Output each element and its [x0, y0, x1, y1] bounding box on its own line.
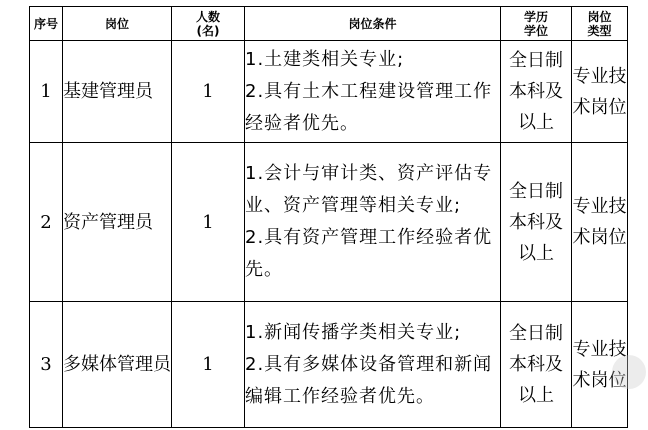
recruitment-table: [29, 6, 628, 428]
edu-line: 以上: [518, 242, 554, 264]
header-type-line2: 类型: [587, 23, 612, 38]
header-post: 岗位: [63, 7, 172, 41]
header-type: [572, 7, 628, 41]
header-count-line1: 人数: [195, 9, 220, 24]
header-type-line1: 岗位: [587, 9, 612, 24]
type-line: 专业技: [572, 65, 627, 87]
row-conditions: [245, 41, 501, 143]
edu-line: 以上: [518, 385, 554, 406]
edu-line: 本科及: [509, 354, 563, 375]
condition-item: 1.新闻传播学类相关专业;: [245, 321, 462, 343]
row-seq: 3: [30, 302, 63, 428]
row-type: [572, 143, 628, 302]
edu-line: 全日制: [509, 50, 563, 71]
edu-line: 全日制: [509, 180, 563, 202]
type-line: 术岗位: [572, 369, 627, 391]
watermark-logo: [612, 355, 646, 389]
condition-item: 2.具有资产管理工作经验者优先。: [245, 227, 493, 280]
type-line: 专业技: [572, 338, 627, 360]
row-edu: [501, 41, 572, 143]
header-row: [30, 7, 628, 41]
header-conditions: 岗位条件: [245, 7, 501, 41]
row-post: 资产管理员: [63, 143, 172, 302]
table-row: [30, 143, 628, 302]
edu-line: 本科及: [509, 211, 563, 233]
table-row: [30, 41, 628, 143]
edu-line: 本科及: [509, 81, 563, 102]
row-conditions: [245, 302, 501, 428]
type-line: 术岗位: [572, 227, 627, 248]
type-line: 专业技: [572, 196, 627, 217]
header-count: [172, 7, 245, 41]
row-conditions: [245, 143, 501, 302]
row-count: 1: [172, 302, 245, 428]
header-edu: [501, 7, 572, 41]
header-edu-line1: 学历: [523, 9, 548, 24]
table-row: [30, 302, 628, 428]
row-count: 1: [172, 41, 245, 143]
row-count: 1: [172, 143, 245, 302]
condition-item: 2.具有土木工程建设管理工作经验者优先。: [245, 80, 493, 134]
condition-item: 1.土建类相关专业;: [245, 48, 405, 70]
row-seq: 2: [30, 143, 63, 302]
row-seq: 1: [30, 41, 63, 143]
header-seq: 序号: [30, 7, 63, 41]
row-post: 基建管理员: [63, 41, 172, 143]
row-edu: [501, 143, 572, 302]
header-count-line2: (名): [196, 23, 220, 38]
header-edu-line2: 学位: [523, 23, 548, 38]
type-line: 术岗位: [572, 96, 627, 118]
condition-item: 2.具有多媒体设备管理和新闻编辑工作经验者优先。: [245, 353, 493, 407]
row-type: [572, 41, 628, 143]
edu-line: 全日制: [509, 323, 563, 344]
edu-line: 以上: [518, 112, 554, 133]
row-post: 多媒体管理员: [63, 302, 172, 428]
row-edu: [501, 302, 572, 428]
condition-item: 1.会计与审计类、资产评估专业、资产管理等相关专业;: [245, 163, 493, 216]
